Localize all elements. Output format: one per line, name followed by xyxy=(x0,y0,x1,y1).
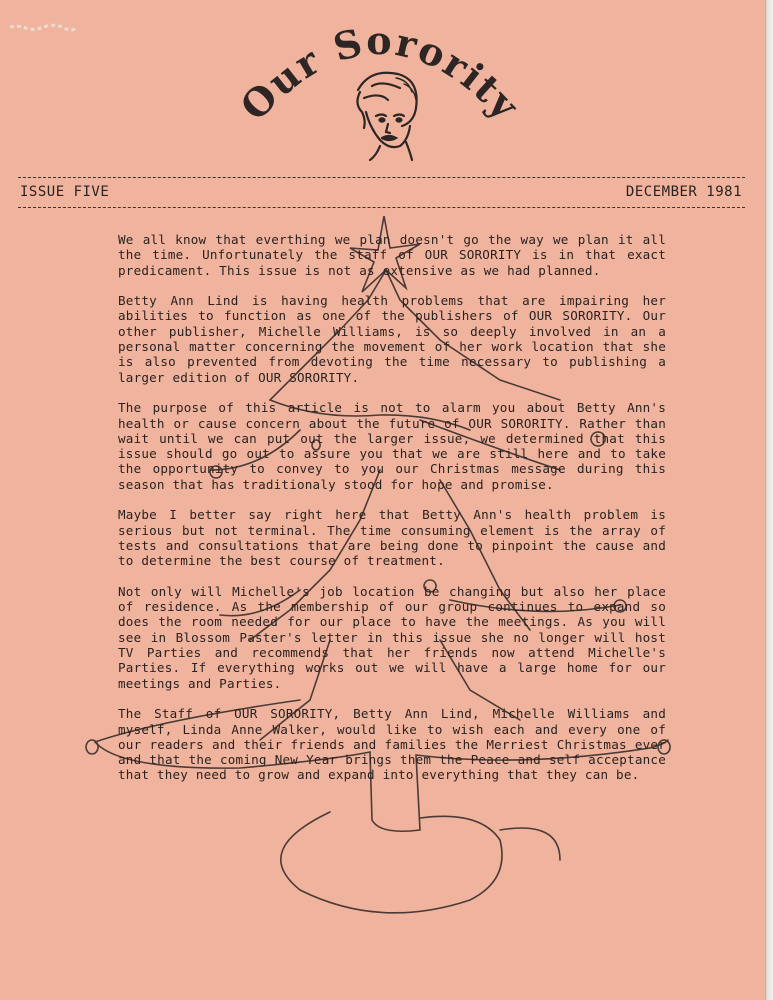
article-paragraph: The Staff of OUR SORORITY, Betty Ann Lind, Michelle Williams and myself, Linda Anne Walker, would like to wish each and every one of our readers and their friends and families the Merriest Christmas ever and that the coming New Year brings them the Peace and self acceptance that they need to grow and expand into everything that they can be. xyxy=(118,706,666,783)
masthead-logo xyxy=(230,28,530,168)
article-paragraph: The purpose of this article is not to alarm you about Betty Ann's health or cause concern about the future of OUR SORORITY. Rather than wait until we can put out the larger issue, we determined that this issue should go out to assure you that we are still here and to take the opportunity to convey to you our Christmas message during this season that has traditionaly stood for hope and promise. xyxy=(118,400,666,492)
page-edge xyxy=(765,0,773,1000)
masthead-title: Our Sorority xyxy=(231,28,529,130)
header-divider-top xyxy=(18,177,745,178)
issue-number: ISSUE FIVE xyxy=(20,184,110,200)
woman-face-icon xyxy=(357,73,416,160)
article-paragraph: Maybe I better say right here that Betty Ann's health problem is serious but not terminal. The time consuming element is the array of tests and consultations that are being done to pinpoint the cause and to determine the best course of treatment. xyxy=(118,507,666,569)
article-body xyxy=(118,232,666,798)
paper-marks xyxy=(8,22,78,32)
header-divider-bottom xyxy=(18,207,745,208)
issue-date: DECEMBER 1981 xyxy=(625,184,742,200)
article-paragraph: Betty Ann Lind is having health problems that are impairing her abilities to function as one of the publishers of OUR SORORITY. Our other publisher, Michelle Williams, is so deeply involved in an a personal matter concerning the movement of her work location that she is also prevented from devoting the time necessary to publishing a larger edition of OUR SORORITY. xyxy=(118,293,666,385)
article-paragraph: We all know that everthing we plan doesn't go the way we plan it all the time. Unfortunately the staff of OUR SORORITY is in that exact predicament. This issue is not as extensive as we had planned. xyxy=(118,232,666,278)
masthead xyxy=(230,28,530,168)
issue-header xyxy=(20,184,742,200)
article-paragraph: Not only will Michelle's job location be changing but also her place of residence. As the membership of our group continues to expand so does the room needed for our place to have the meetings. As you will see in Blossom Paster's letter in this issue she no longer will host TV Parties and recommends that her friends now attend Michelle's Parties. If everything works out we will have a large home for our meetings and Parties. xyxy=(118,583,666,691)
